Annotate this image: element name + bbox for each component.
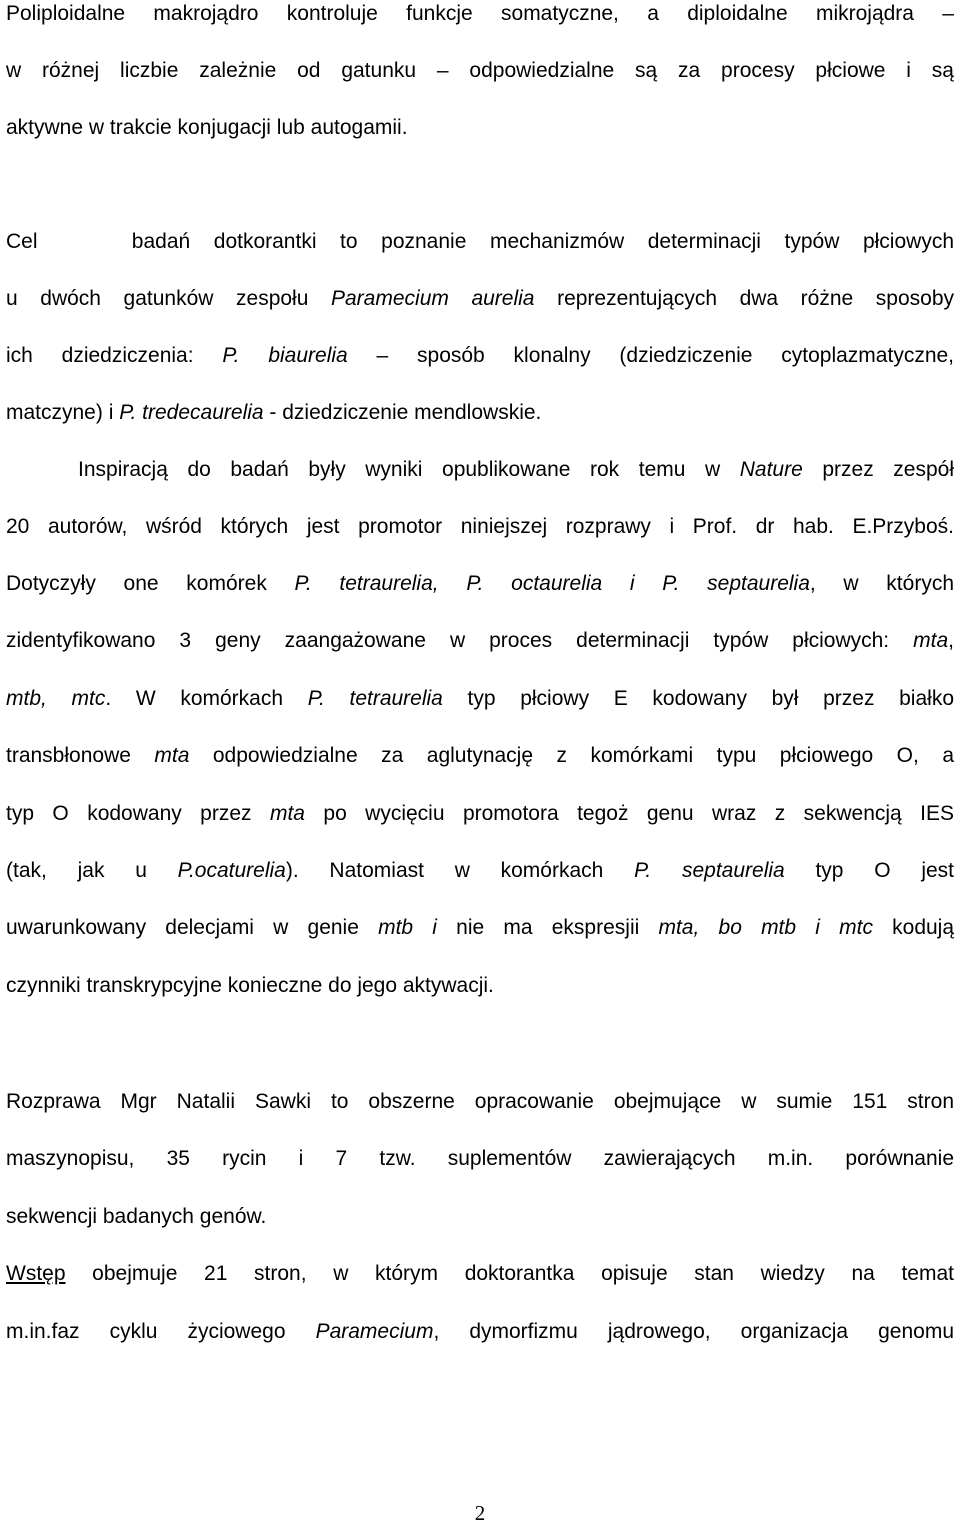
text-run: u dwóch gatunków zespołu (6, 287, 331, 310)
text-run: kodują (872, 916, 955, 939)
text-run: typ O jest (784, 859, 955, 882)
text-run: typ O kodowany przez (6, 802, 270, 825)
text-run: – sposób klonalny (dziedziczenie cytoplazmatyczne, (347, 344, 955, 367)
text-run: ). Natomiast w komórkach (285, 859, 635, 882)
paragraph-4-line-1: Rozprawa Mgr Natalii Sawki to obszerne opracowanie obejmujące w sumie 151 stron (6, 1090, 954, 1113)
text-run: typ płciowy E kodowany był przez białko (442, 687, 954, 710)
gene-name: mta, bo mtb i mtc (658, 916, 873, 939)
paragraph-3-line-10: czynniki transkrypcyjne konieczne do jego aktywacji. (6, 974, 494, 997)
paragraph-3-line-1 (78, 459, 954, 480)
paragraph-2-line-4 (6, 402, 954, 423)
text-run: nie ma ekspresjii (436, 916, 659, 939)
text-run: m.in.faz cyklu życiowego (6, 1320, 316, 1343)
species-name: P.ocaturelia (177, 859, 286, 882)
text-run: uwarunkowany delecjami w genie (6, 916, 379, 939)
gene-name: mta (269, 802, 305, 825)
paragraph-4-line-3: sekwencji badanych genów. (6, 1205, 267, 1228)
paragraph-2-line-3 (6, 345, 954, 366)
species-name: Paramecium aurelia (331, 287, 535, 310)
text-run: po wycięciu promotora tegoż genu wraz z sekwencją IES (304, 802, 954, 825)
paragraph-3-line-2: 20 autorów, wśród których jest promotor niniejszej rozprawy i Prof. dr hab. E.Przyboś. (6, 515, 954, 538)
text-run: - dziedziczenie mendlowskie. (263, 401, 542, 424)
paragraph-5-line-2 (6, 1321, 954, 1342)
species-name: P. tredecaurelia (119, 401, 264, 424)
text-run: , dymorfizmu jądrowego, organizacja genomu (433, 1320, 954, 1343)
paragraph-1-line-3: aktywne w trakcie konjugacji lub autogamii. (6, 116, 408, 139)
paragraph-3-line-6 (6, 745, 954, 766)
paragraph-2-line-1: Cel badań dotkorantki to poznanie mechanizmów determinacji typów płciowych (6, 230, 954, 253)
paragraph-3-line-9 (6, 917, 954, 938)
paragraph-3-line-7 (6, 803, 954, 824)
species-name: Paramecium (315, 1320, 434, 1343)
journal-name: Nature (739, 458, 803, 481)
gene-name: mta (913, 629, 949, 652)
text-run: odpowiedzialne za aglutynację z komórkami typu płciowego O, a (189, 744, 954, 767)
text-run: (tak, jak u (6, 859, 178, 882)
species-name: P. tetraurelia, P. octaurelia i P. septaurelia (294, 572, 810, 595)
text-run: , w których (809, 572, 954, 595)
text-run: reprezentujących dwa różne sposoby (534, 287, 955, 310)
paragraph-3-line-5 (6, 688, 954, 709)
text-run: przez zespół (802, 458, 954, 481)
text-run: . W komórkach (105, 687, 308, 710)
paragraph-1-line-1: Poliploidalne makrojądro kontroluje funkcje somatyczne, a diploidalne mikrojądra – (6, 2, 954, 25)
paragraph-3-line-4 (6, 630, 954, 651)
gene-name: mtb i (378, 916, 437, 939)
section-reference: Wstęp (6, 1262, 66, 1285)
paragraph-1-line-2: w różnej liczbie zależnie od gatunku – odpowiedzialne są za procesy płciowe i są (6, 59, 954, 82)
text-run: Inspiracją do badań były wyniki opublikowane rok temu w (78, 458, 740, 481)
paragraph-4-line-2: maszynopisu, 35 rycin i 7 tzw. suplementów zawierających m.in. porównanie (6, 1147, 954, 1170)
species-name: P. tetraurelia (307, 687, 443, 710)
text-run: transbłonowe (6, 744, 155, 767)
paragraph-5-line-1 (6, 1263, 954, 1284)
text-run: matczyne) i (6, 401, 120, 424)
gene-name: mta (154, 744, 190, 767)
species-name: P. biaurelia (222, 344, 348, 367)
species-name: P. septaurelia (634, 859, 785, 882)
paragraph-3-line-8 (6, 860, 954, 881)
page-number: 2 (474, 1501, 486, 1525)
text-run: ich dziedziczenia: (6, 344, 223, 367)
gene-name: mtb, mtc (6, 687, 106, 710)
paragraph-2-line-2 (6, 288, 954, 309)
text-run: Dotyczyły one komórek (6, 572, 295, 595)
paragraph-3-line-3 (6, 573, 954, 594)
text-run: zidentyfikowano 3 geny zaangażowane w proces determinacji typów płciowych: (6, 629, 914, 652)
text-run: , (948, 629, 954, 652)
text-run: obejmuje 21 stron, w którym doktorantka opisuje stan wiedzy na temat (65, 1262, 954, 1285)
